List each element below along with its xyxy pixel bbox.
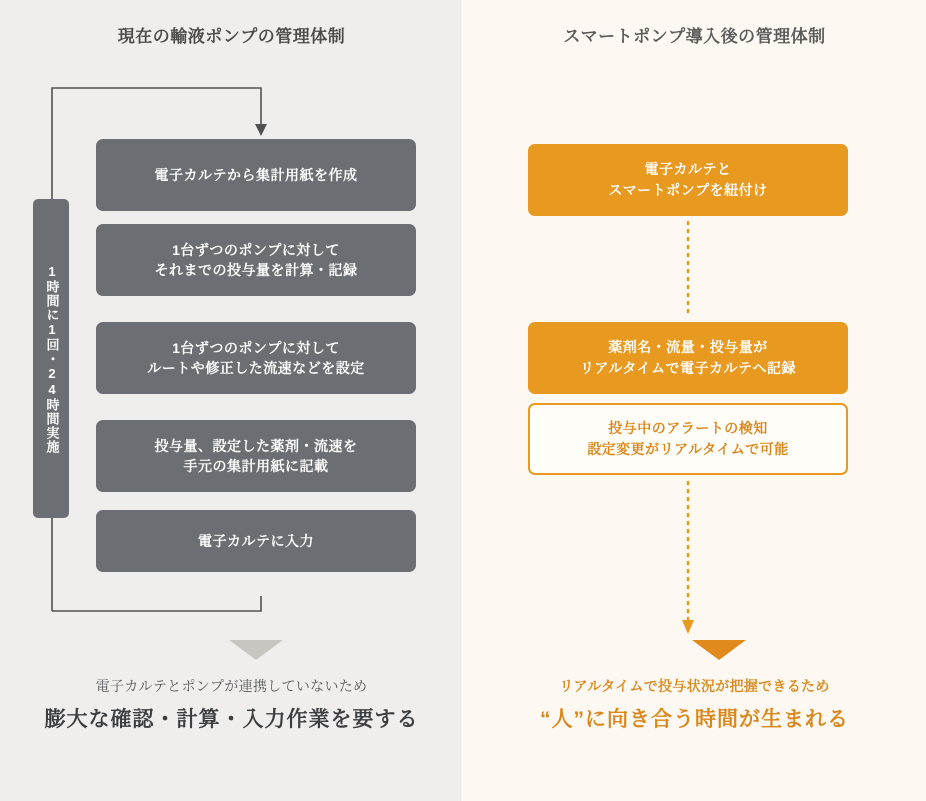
smart-step-box-2-label: 薬剤名・流量・投与量が リアルタイムで電子カルテへ記録 bbox=[579, 339, 797, 376]
right-caption-sub: リアルタイムで投与状況が把握できるため bbox=[559, 678, 830, 694]
smart-step-box-1-label: 電子カルテと スマートポンプを紐付け bbox=[608, 161, 768, 198]
smart-step-box-1 bbox=[528, 144, 848, 216]
left-caption-sub: 電子カルテとポンプが連携していないため bbox=[95, 678, 368, 694]
smart-step-box-2 bbox=[528, 322, 848, 394]
step-box-3-label: 1台ずつのポンプに対して ルートや修正した流速などを設定 bbox=[147, 339, 365, 376]
left-panel-title: 現在の輸液ポンプの管理体制 bbox=[117, 27, 346, 46]
step-box-5 bbox=[96, 510, 416, 572]
step-box-4 bbox=[96, 420, 416, 492]
down-arrow-icon-right bbox=[692, 640, 746, 660]
cycle-frequency-label: 1時間に1回・24時間実施 bbox=[44, 263, 60, 454]
step-box-2-label: 1台ずつのポンプに対して それまでの投与量を計算・記録 bbox=[154, 241, 358, 278]
smart-step-box-3 bbox=[528, 403, 848, 475]
cycle-frequency-bar bbox=[33, 199, 69, 518]
step-box-4-label: 投与量、設定した薬剤・流速を 手元の集計用紙に記載 bbox=[154, 437, 358, 474]
left-caption-main: 膨大な確認・計算・入力作業を要する bbox=[44, 708, 419, 731]
step-box-3 bbox=[96, 322, 416, 394]
panel-divider bbox=[462, 0, 463, 801]
smart-step-box-3-label: 投与中のアラートの検知 設定変更がリアルタイムで可能 bbox=[587, 420, 789, 457]
down-arrow-icon-left bbox=[229, 640, 283, 660]
step-box-5-label: 電子カルテに入力 bbox=[198, 532, 314, 549]
right-panel-title: スマートポンプ導入後の管理体制 bbox=[563, 27, 826, 46]
step-box-1-label: 電子カルテから集計用紙を作成 bbox=[154, 166, 358, 183]
step-box-1 bbox=[96, 139, 416, 211]
step-box-2 bbox=[96, 224, 416, 296]
right-caption-main: “人”に向き合う時間が生まれる bbox=[540, 708, 849, 731]
panel-smartpump-workflow bbox=[463, 0, 926, 801]
